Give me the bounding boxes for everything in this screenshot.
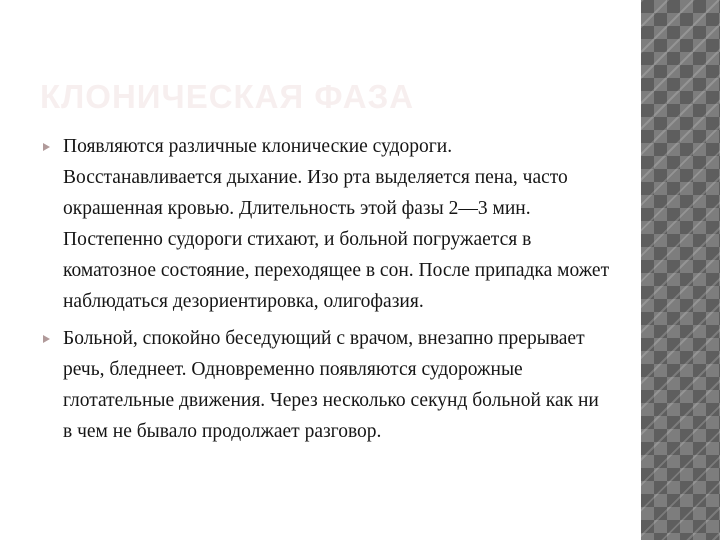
decorative-side-panel [641, 0, 720, 540]
bullet-arrow-icon [43, 143, 50, 151]
slide-title: КЛОНИЧЕСКАЯ ФАЗА [40, 78, 415, 115]
bullet-list [42, 131, 612, 453]
bullet-text: Появляются различные клонические судороги. Восстанавливается дыхание. Изо рта выделяется пена, часто окрашенная кровью. Длительность этой фазы 2—3 мин. Постепенно судороги стихают, и больной погружается в коматозное состояние, переходящее в сон. После припадка может наблюдаться дезориентировка, олигофазия. [63, 136, 610, 312]
list-item [42, 323, 612, 447]
bullet-text: Больной, спокойно беседующий с врачом, внезапно прерывает речь, бледнеет. Одновременно появляются судорожные глотательные движения. Через несколько секунд больной как ни в чем не бывало продолжает разговор. [63, 328, 599, 442]
list-item [42, 131, 612, 317]
bullet-arrow-icon [43, 335, 50, 343]
